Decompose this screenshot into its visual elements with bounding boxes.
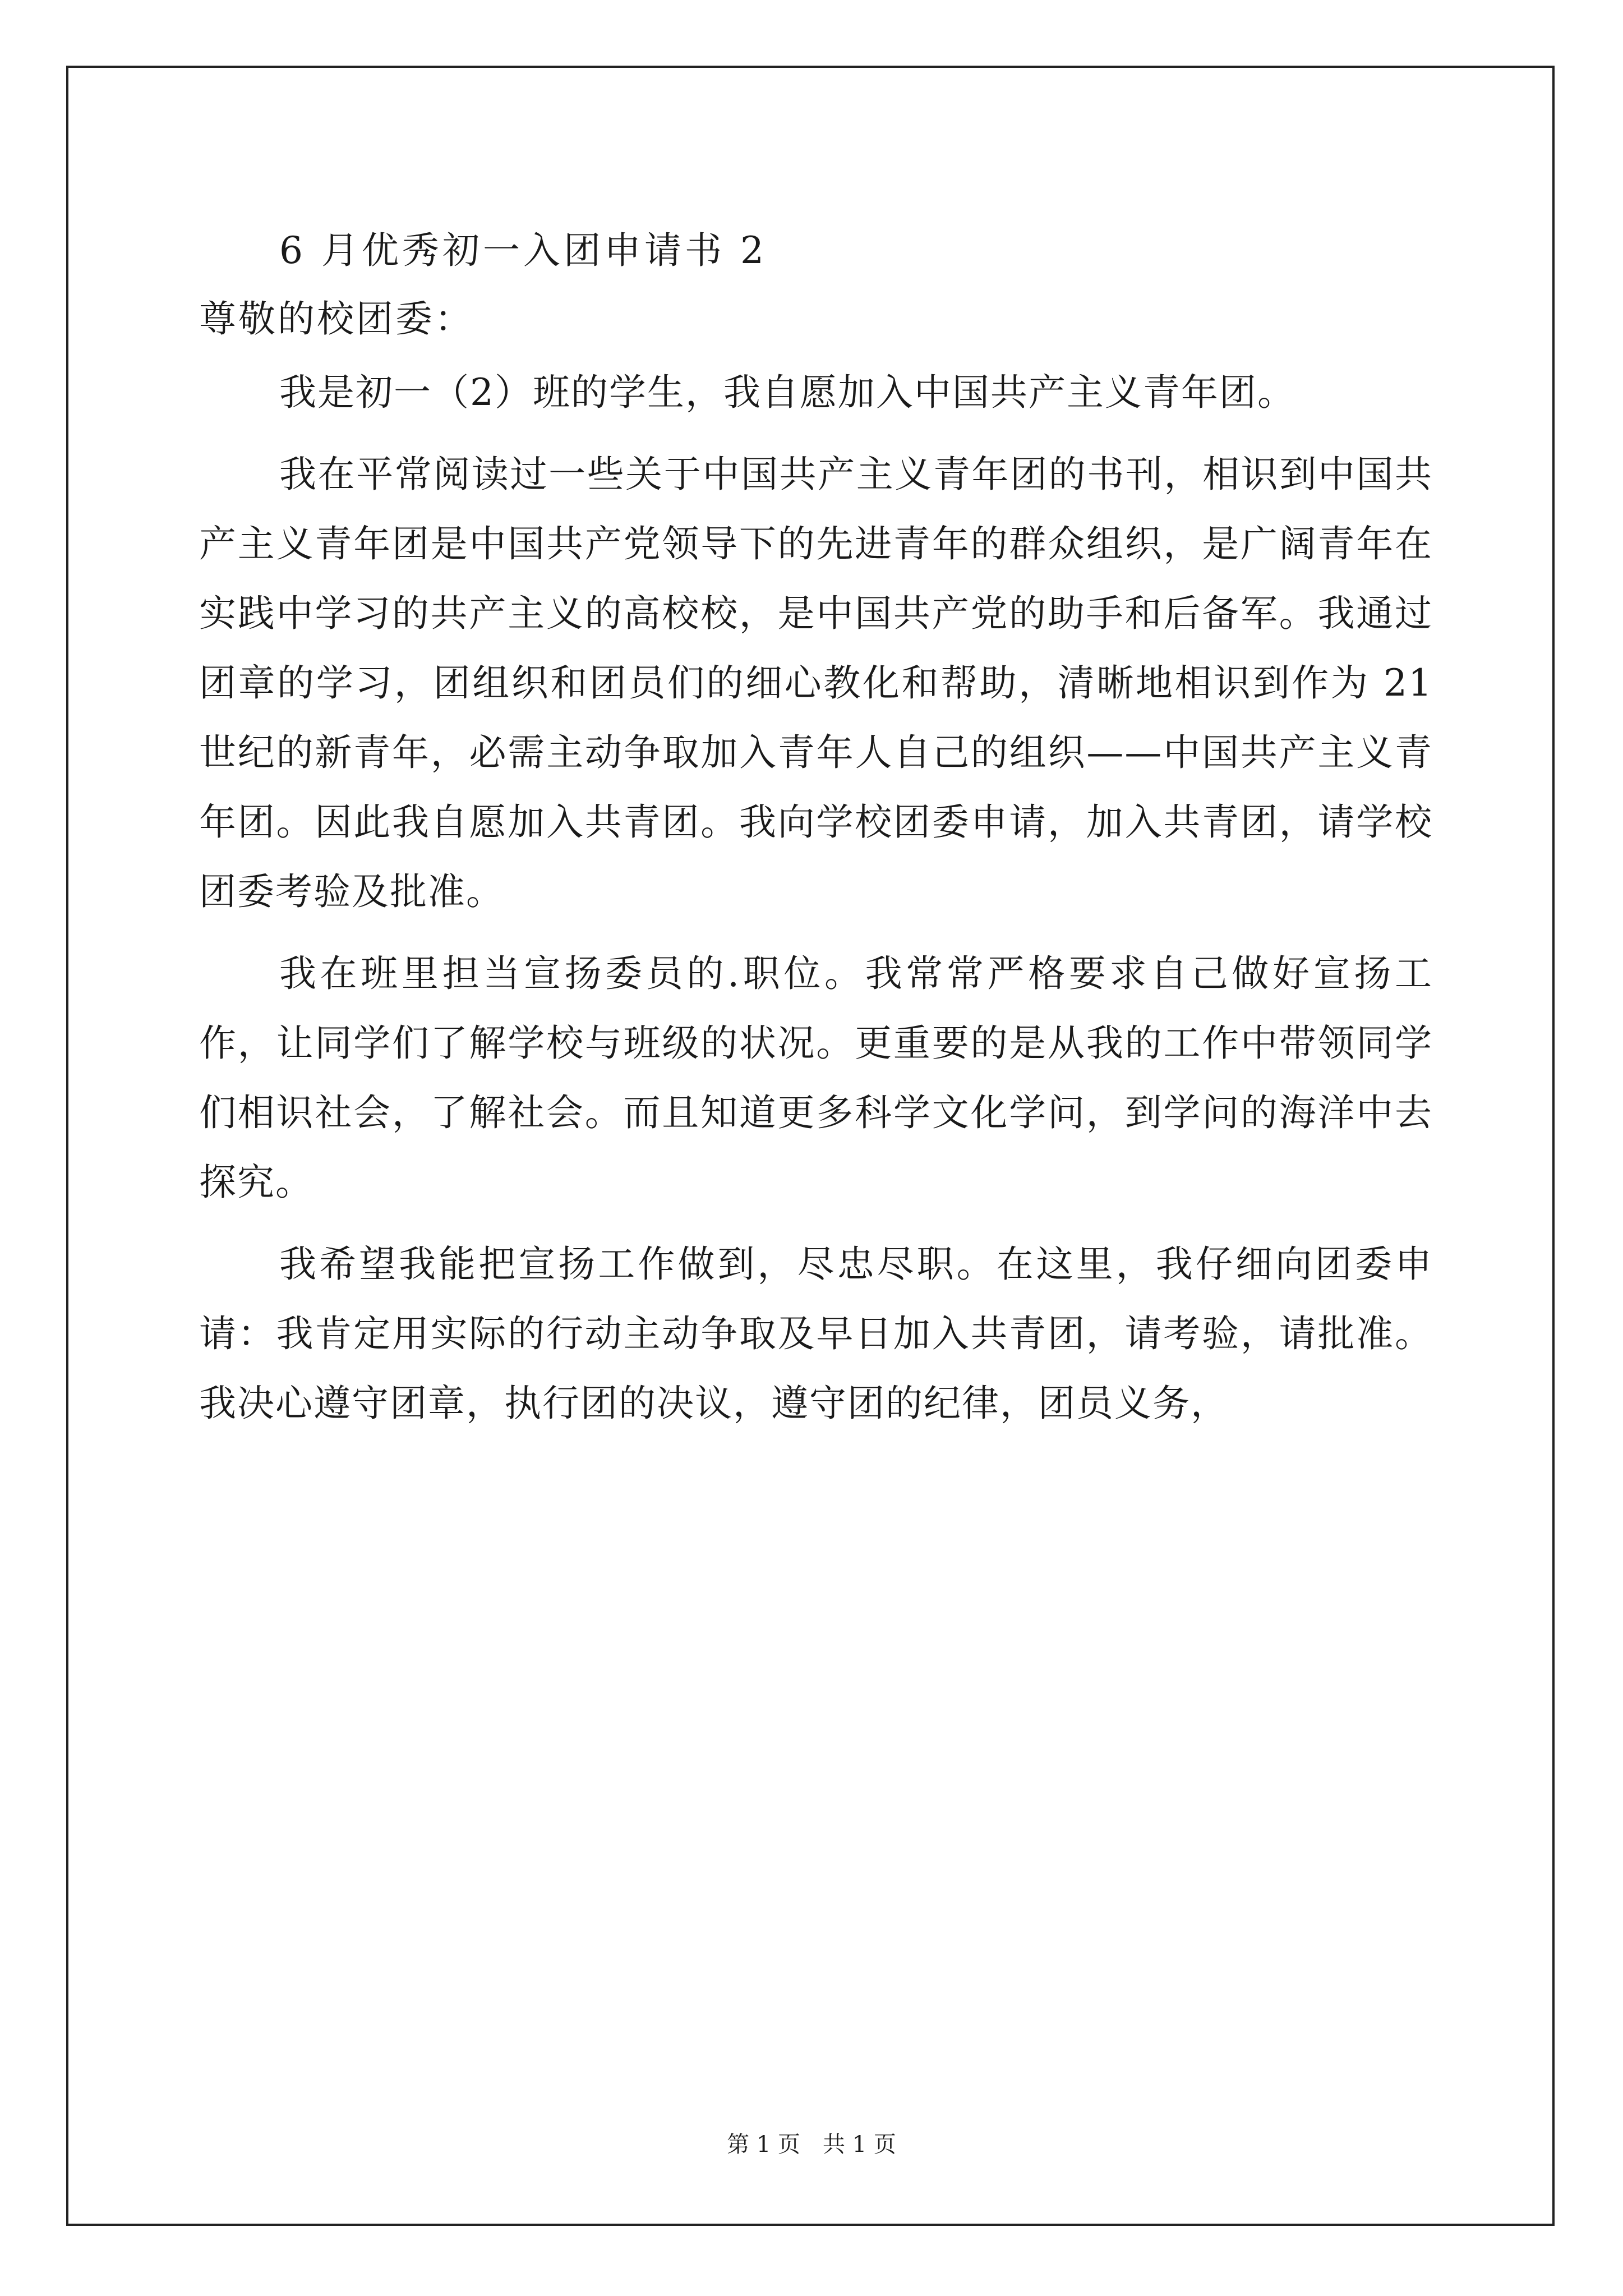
paragraph: 我在平常阅读过一些关于中国共产主义青年团的书刊，相识到中国共产主义青年团是中国共产党领导下的先进青年的群众组织，是广阔青年在实践中学习的共产主义的高校校，是中国共产党的助手和后备军。我通过团章的学习，团组织和团员们的细心教化和帮助，清晰地相识到作为 21 世纪的新青年，必需主动争取加入青年人自己的组织——中国共产主义青年团。因此我自愿加入共青团。我向学校团委申请，加入共青团，请学校团委考验及批准。 [199, 453, 1433, 913]
document-title: 6 月优秀初一入团申请书 2 [279, 229, 767, 272]
paragraph: 我希望我能把宣扬工作做到，尽忠尽职。在这里，我仔细向团委申请：我肯定用实际的行动主动争取及早日加入共青团，请考验，请批准。我决心遵守团章，执行团的决议，遵守团的纪律，团员义务， [199, 1243, 1433, 1425]
document-body [199, 220, 1433, 2155]
paragraph: 我在班里担当宣扬委员的.职位。我常常严格要求自己做好宣扬工作，让同学们了解学校与班级的状况。更重要的是从我的工作中带领同学们相识社会，了解社会。而且知道更多科学文化学问，到学问的海洋中去探究。 [199, 952, 1433, 1204]
page-number: 第 1 页 共 1 页 [727, 2132, 896, 2157]
paragraph-list [199, 358, 1433, 1451]
paragraph: 我是初一（2）班的学生，我自愿加入中国共产主义青年团。 [279, 371, 1295, 414]
salutation: 尊敬的校团委： [199, 297, 474, 341]
